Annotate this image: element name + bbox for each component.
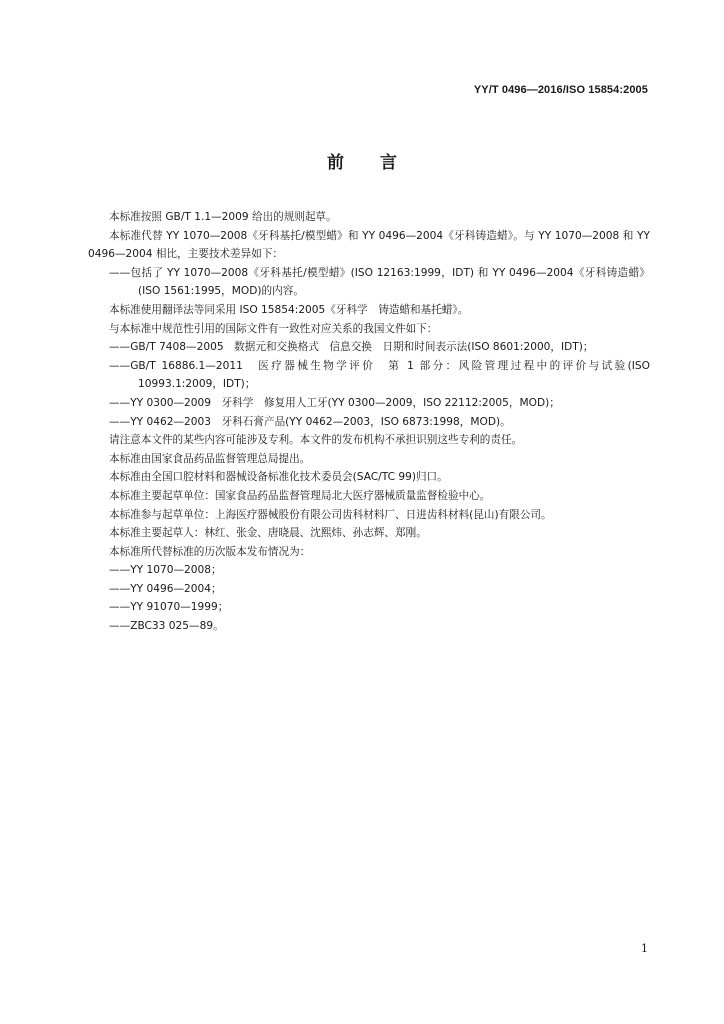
paragraph-references-intro: 与本标准中规范性引用的国际文件有一致性对应关系的我国文件如下： <box>109 322 438 335</box>
paragraph-patent-notice: 请注意本文件的某些内容可能涉及专利。本文件的发布机构不承担识别这些专利的责任。 <box>109 434 523 447</box>
list-item-reference-1: ——GB/T 7408—2005 数据元和交换格式 信息交换 日期和时间表示法(ISO 8601:2000，IDT)； <box>109 341 594 354</box>
page-number: 1 <box>641 942 648 955</box>
paragraph-managed-by: 本标准由全国口腔材料和器械设备标准化技术委员会(SAC/TC 99)归口。 <box>109 471 448 484</box>
document-body <box>88 208 650 636</box>
list-item-reference-4: ——YY 0462—2003 牙科石膏产品(YY 0462—2003，ISO 6873:1998，MOD)。 <box>109 415 511 428</box>
list-item-history-2: ——YY 0496—2004； <box>109 582 222 595</box>
paragraph-history-intro: 本标准所代替标准的历次版本发布情况为： <box>109 545 311 558</box>
paragraph-main-drafter: 本标准主要起草单位：国家食品药品监督管理局北大医疗器械质量监督检验中心。 <box>109 489 491 502</box>
paragraph-drafting-rules: 本标准按照 GB/T 1.1—2009 给出的规则起草。 <box>109 211 337 223</box>
paragraph-participating-drafters: 本标准参与起草单位：上海医疗器械股份有限公司齿科材料厂、日进齿科材料(昆山)有限公司。 <box>109 508 552 521</box>
list-item-reference-2: ——GB/T 16886.1—2011 医疗器械生物学评价 第 1 部分：风险管理过程中的评价与试验(ISO 10993.1:2009，IDT)； <box>109 359 650 391</box>
paragraph-replaces: 本标准代替 YY 1070—2008《牙科基托/模型蜡》和 YY 0496—2004《牙科铸造蜡》。与 YY 1070—2008 和 YY 0496—2004 相比，主要技术差异如下： <box>88 229 650 261</box>
standard-code: YY/T 0496—2016/ISO 15854:2005 <box>473 84 648 96</box>
list-item-differences: ——包括了 YY 1070—2008《牙科基托/模型蜡》(ISO 12163:1999，IDT) 和 YY 0496—2004《牙科铸造蜡》(ISO 1561:1995，MOD)的内容。 <box>109 266 650 298</box>
list-item-history-4: ——ZBC33 025—89。 <box>109 620 224 633</box>
paragraph-drafting-persons: 本标准主要起草人：林红、张金、唐晓晨、沈熙炜、孙志辉、郑刚。 <box>109 527 427 540</box>
paragraph-proposed-by: 本标准由国家食品药品监督管理总局提出。 <box>109 452 311 465</box>
list-item-reference-3: ——YY 0300—2009 牙科学 修复用人工牙(YY 0300—2009，ISO 22112:2005，MOD)； <box>109 396 560 409</box>
list-item-history-3: ——YY 91070—1999； <box>109 601 229 614</box>
list-item-history-1: ——YY 1070—2008； <box>109 564 222 577</box>
page-title: 前言 <box>327 153 433 173</box>
paragraph-adoption: 本标准使用翻译法等同采用 ISO 15854:2005《牙科学 铸造蜡和基托蜡》。 <box>109 303 469 316</box>
